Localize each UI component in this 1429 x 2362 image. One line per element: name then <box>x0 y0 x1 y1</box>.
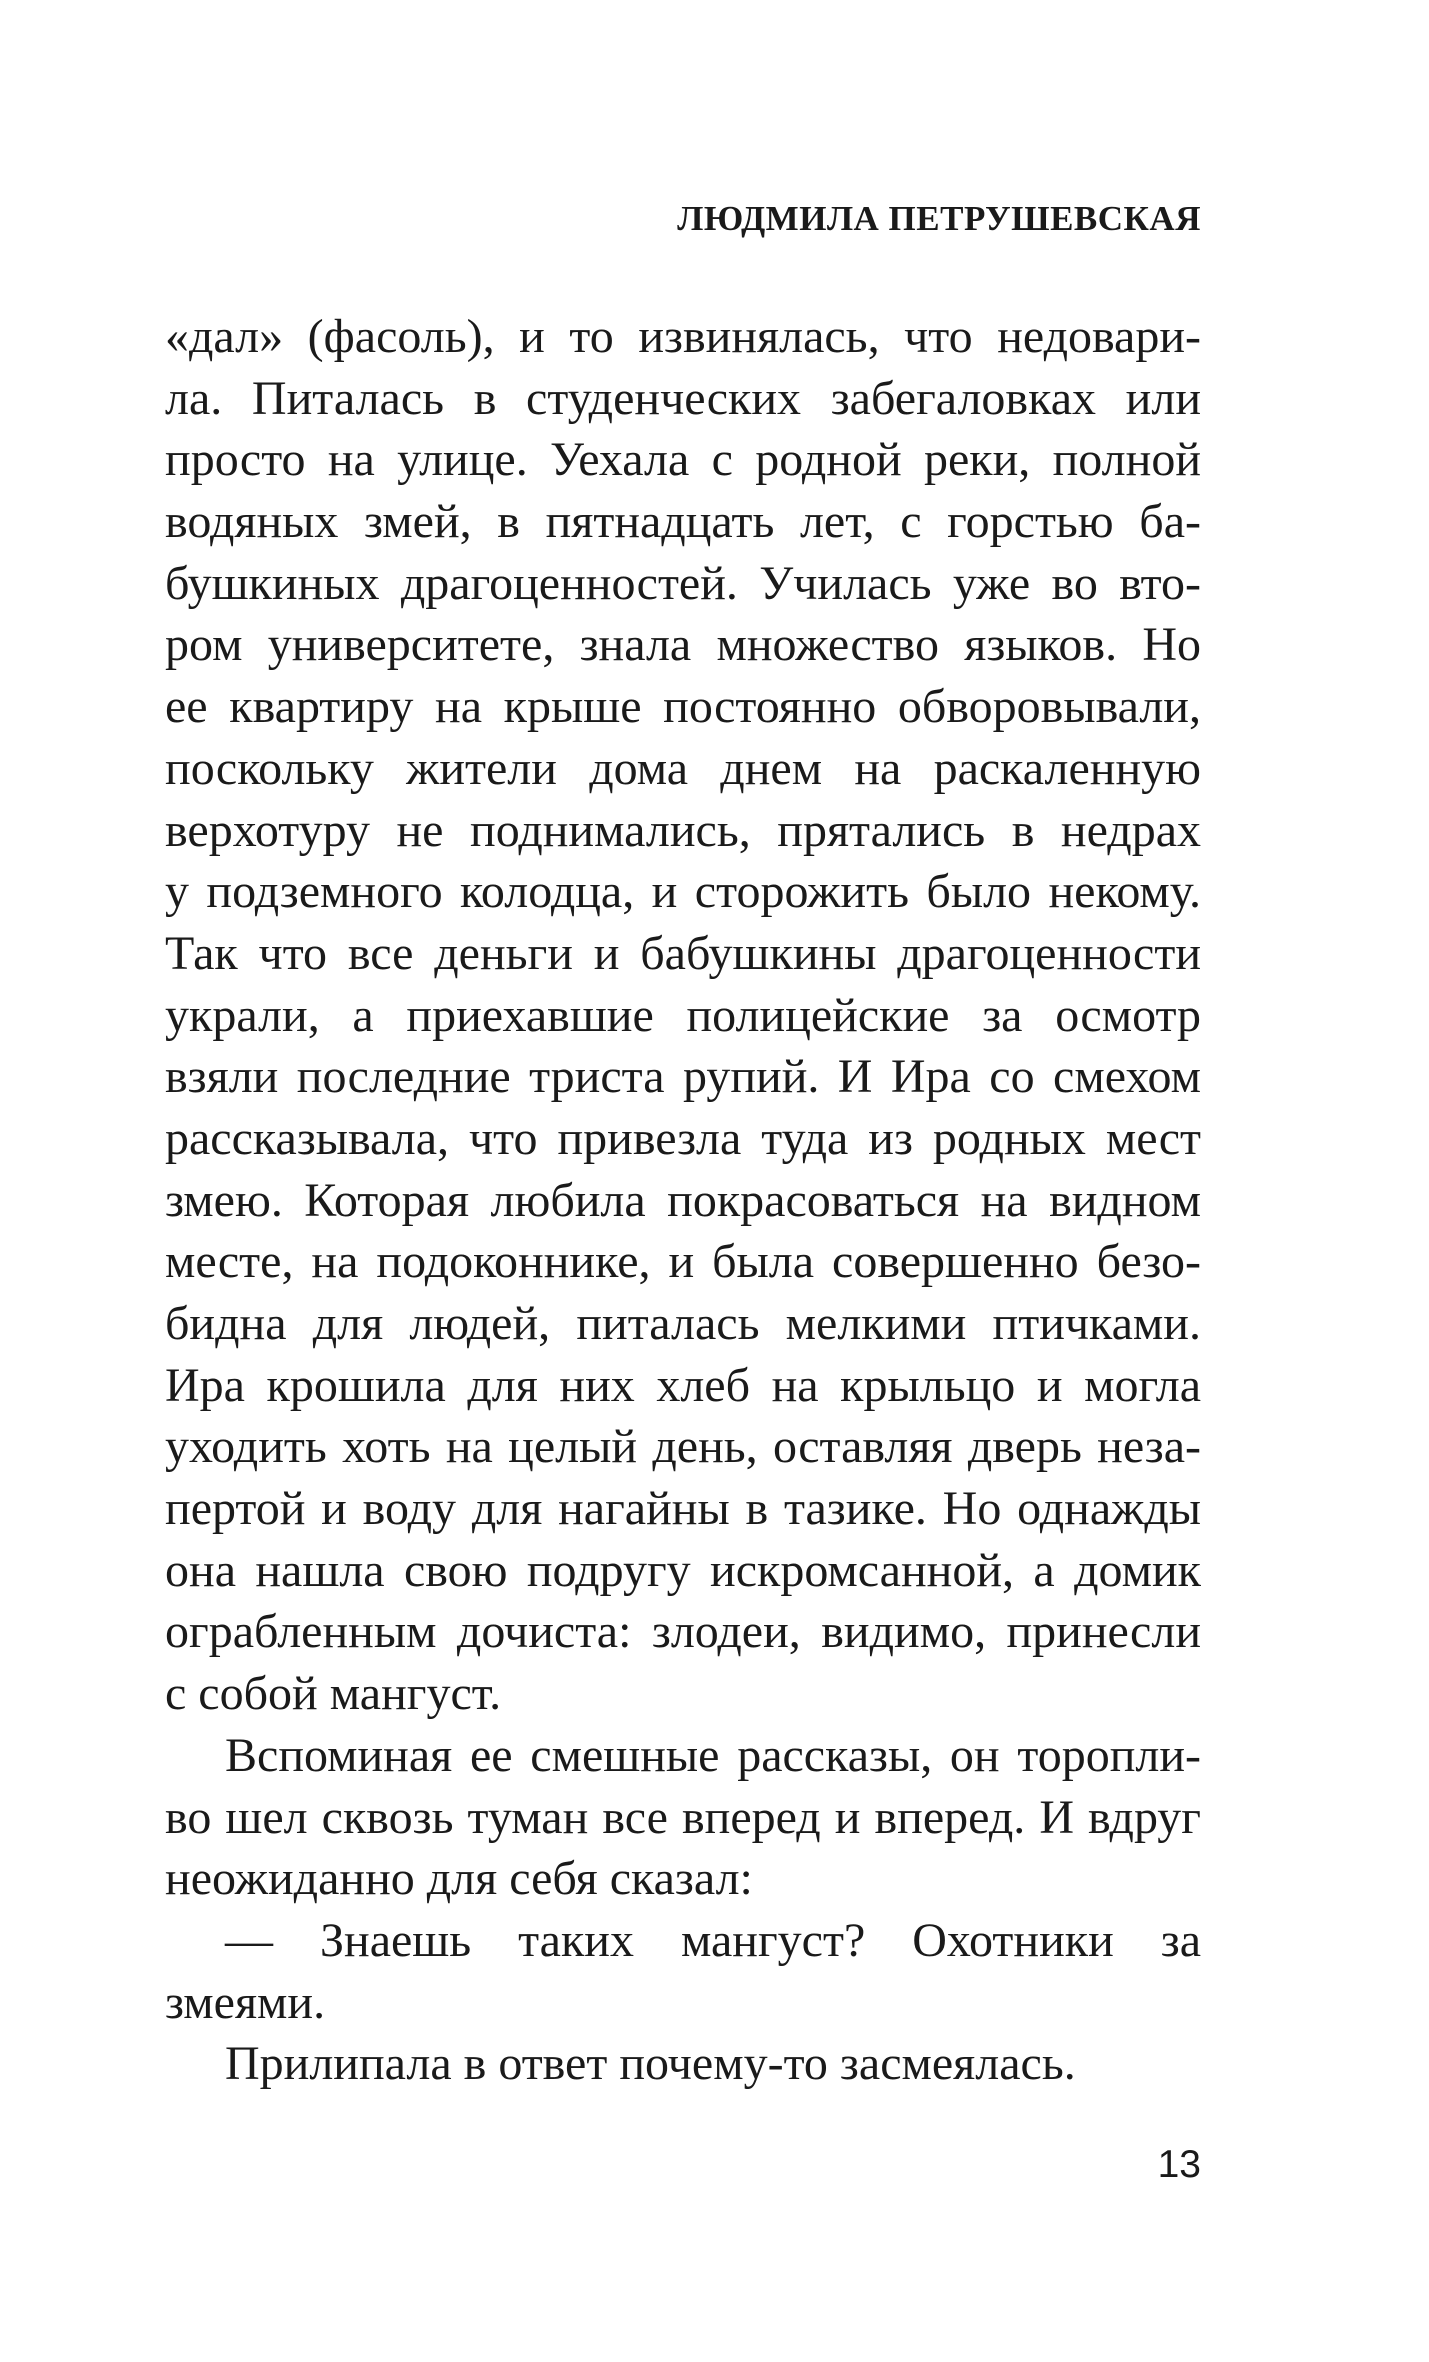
text-line: верхотуру не поднимались, прятались в недрах <box>165 803 1201 857</box>
page-number: 13 <box>1157 2143 1201 2186</box>
text-line: Прилипала в ответ почему-то засмеялась. <box>225 2037 1076 2091</box>
text-line: ром университете, знала множество языков. Но <box>165 618 1201 672</box>
text-line: ограбленным дочиста: злодеи, видимо, принесли <box>165 1605 1201 1659</box>
text-line: уходить хоть на целый день, оставляя дверь неза- <box>165 1420 1201 1474</box>
text-line: с собой мангуст. <box>165 1667 502 1721</box>
text-line: во шел сквозь туман все вперед и вперед. И вдруг <box>165 1790 1201 1844</box>
running-head: ЛЮДМИЛА ПЕТРУШЕВСКАЯ <box>677 199 1201 238</box>
text-line: Вспоминая ее смешные рассказы, он торопли- <box>225 1728 1201 1782</box>
text-line: месте, на подоконнике, и была совершенно безо- <box>165 1235 1201 1289</box>
text-line: украли, а приехавшие полицейские за осмотр <box>165 988 1201 1042</box>
text-line: она нашла свою подругу искромсанной, а домик <box>165 1543 1201 1597</box>
text-line: водяных змей, в пятнадцать лет, с горстью ба- <box>165 495 1201 549</box>
text-line: змею. Которая любила покрасоваться на видном <box>165 1173 1201 1227</box>
text-line: змеями. <box>165 1975 326 2029</box>
text-line: поскольку жители дома днем на раскаленную <box>165 741 1201 795</box>
text-line: у подземного колодца, и сторожить было некому. <box>165 865 1201 919</box>
body-text <box>165 306 1201 2095</box>
text-line: ла. Питалась в студенческих забегаловках или <box>165 371 1201 425</box>
text-line: бидна для людей, питалась мелкими птичками. <box>165 1297 1201 1350</box>
text-line: Так что все деньги и бабушкины драгоценности <box>165 926 1201 980</box>
text-line: просто на улице. Уехала с родной реки, полной <box>165 433 1201 487</box>
text-line: — Знаешь таких мангуст? Охотники за <box>225 1913 1201 1967</box>
text-line: «дал» (фасоль), и то извинялась, что недовари- <box>165 310 1201 363</box>
text-line: Ира крошила для них хлеб на крыльцо и могла <box>165 1358 1201 1412</box>
text-line: бушкиных драгоценностей. Училась уже во вто- <box>165 556 1201 610</box>
text-line: пертой и воду для нагайны в тазике. Но однажды <box>165 1482 1201 1536</box>
text-line: рассказывала, что привезла туда из родных мест <box>165 1111 1201 1165</box>
text-line: взяли последние триста рупий. И Ира со смехом <box>165 1050 1201 1104</box>
text-line: ее квартиру на крыше постоянно обворовывали, <box>165 680 1201 734</box>
text-line: неожиданно для себя сказал: <box>165 1852 753 1906</box>
